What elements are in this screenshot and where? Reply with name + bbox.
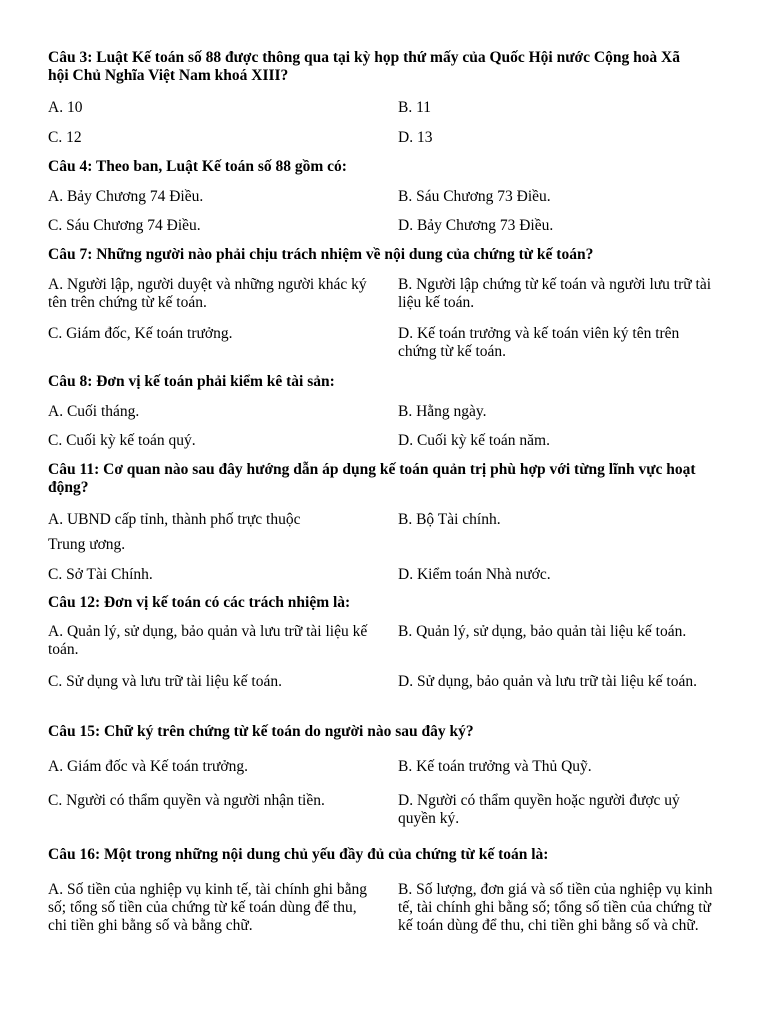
question-7-option-b: B. Người lập chứng từ kế toán và người lưu trữ tài liệu kế toán. (398, 276, 712, 311)
question-11-option-a: A. UBND cấp tỉnh, thành phố trực thuộc (48, 511, 301, 528)
question-11-option-d: D. Kiểm toán Nhà nước. (398, 566, 551, 583)
question-3-option-d: D. 13 (398, 129, 433, 146)
question-16-option-a: A. Số tiền của nghiệp vụ kinh tế, tài chính ghi bằng số; tổng số tiền của chứng từ kế toán dùng để thu, chi tiền ghi bằng số và bằng chữ. (48, 881, 367, 934)
question-4-option-d: D. Bảy Chương 73 Điều. (398, 217, 554, 234)
question-7-option-c: C. Giám đốc, Kế toán trưởng. (48, 325, 233, 342)
question-3-option-c: C. 12 (48, 129, 82, 146)
question-8-option-d: D. Cuối kỳ kế toán năm. (398, 432, 550, 449)
question-8-title: Câu 8: Đơn vị kế toán phải kiểm kê tài sản: (48, 373, 335, 390)
question-15-option-d: D. Người có thẩm quyền hoặc người được uỷ quyền ký. (398, 792, 680, 827)
question-15-option-b: B. Kế toán trưởng và Thủ Quỹ. (398, 758, 592, 775)
question-4-option-a: A. Bảy Chương 74 Điều. (48, 188, 204, 205)
question-7-option-a: A. Người lập, người duyệt và những người khác ký tên trên chứng từ kế toán. (48, 276, 367, 311)
question-11-option-c: C. Sở Tài Chính. (48, 566, 153, 583)
question-7-title: Câu 7: Những người nào phải chịu trách nhiệm về nội dung của chứng từ kế toán? (48, 246, 594, 263)
question-16-title: Câu 16: Một trong những nội dung chủ yếu đầy đủ của chứng từ kế toán là: (48, 846, 549, 863)
question-8-option-a: A. Cuối tháng. (48, 403, 140, 420)
question-8-option-b: B. Hằng ngày. (398, 403, 487, 420)
question-15-option-a: A. Giám đốc và Kế toán trưởng. (48, 758, 248, 775)
question-11-option-b: B. Bộ Tài chính. (398, 511, 501, 528)
question-3-title: Câu 3: Luật Kế toán số 88 được thông qua tại kỳ họp thứ mấy của Quốc Hội nước Cộng hoà Xã hội Chủ Nghĩa Việt Nam khoá XIII? (48, 49, 681, 84)
question-8-option-c: C. Cuối kỳ kế toán quý. (48, 432, 196, 449)
question-15-title: Câu 15: Chữ ký trên chứng từ kế toán do người nào sau đây ký? (48, 723, 474, 740)
question-4-title: Câu 4: Theo ban, Luật Kế toán số 88 gồm có: (48, 158, 347, 175)
question-3-option-b: B. 11 (398, 99, 432, 116)
question-11-title: Câu 11: Cơ quan nào sau đây hướng dẫn áp dụng kế toán quản trị phù hợp với từng lĩnh vực hoạt động? (48, 461, 696, 496)
question-4-option-c: C. Sáu Chương 74 Điều. (48, 217, 201, 234)
question-12-option-b: B. Quản lý, sử dụng, bảo quản tài liệu kế toán. (398, 623, 687, 640)
question-12-option-c: C. Sử dụng và lưu trữ tài liệu kế toán. (48, 673, 282, 690)
question-11-option-a-cont: Trung ương. (48, 536, 126, 553)
question-3-option-a: A. 10 (48, 99, 83, 116)
question-15-option-c: C. Người có thẩm quyền và người nhận tiền. (48, 792, 325, 809)
question-16-option-b: B. Số lượng, đơn giá và số tiền của nghiệp vụ kinh tế, tài chính ghi bằng số; tổng số tiền của chứng từ kế toán dùng để thu, chi tiền ghi bằng số và chữ. (398, 881, 713, 934)
question-4-option-b: B. Sáu Chương 73 Điều. (398, 188, 551, 205)
question-12-title: Câu 12: Đơn vị kế toán có các trách nhiệm là: (48, 594, 351, 611)
question-12-option-a: A. Quản lý, sử dụng, bảo quản và lưu trữ tài liệu kế toán. (48, 623, 368, 658)
question-7-option-d: D. Kế toán trưởng và kế toán viên ký tên trên chứng từ kế toán. (398, 325, 680, 360)
question-12-option-d: D. Sử dụng, bảo quản và lưu trữ tài liệu kế toán. (398, 673, 697, 690)
